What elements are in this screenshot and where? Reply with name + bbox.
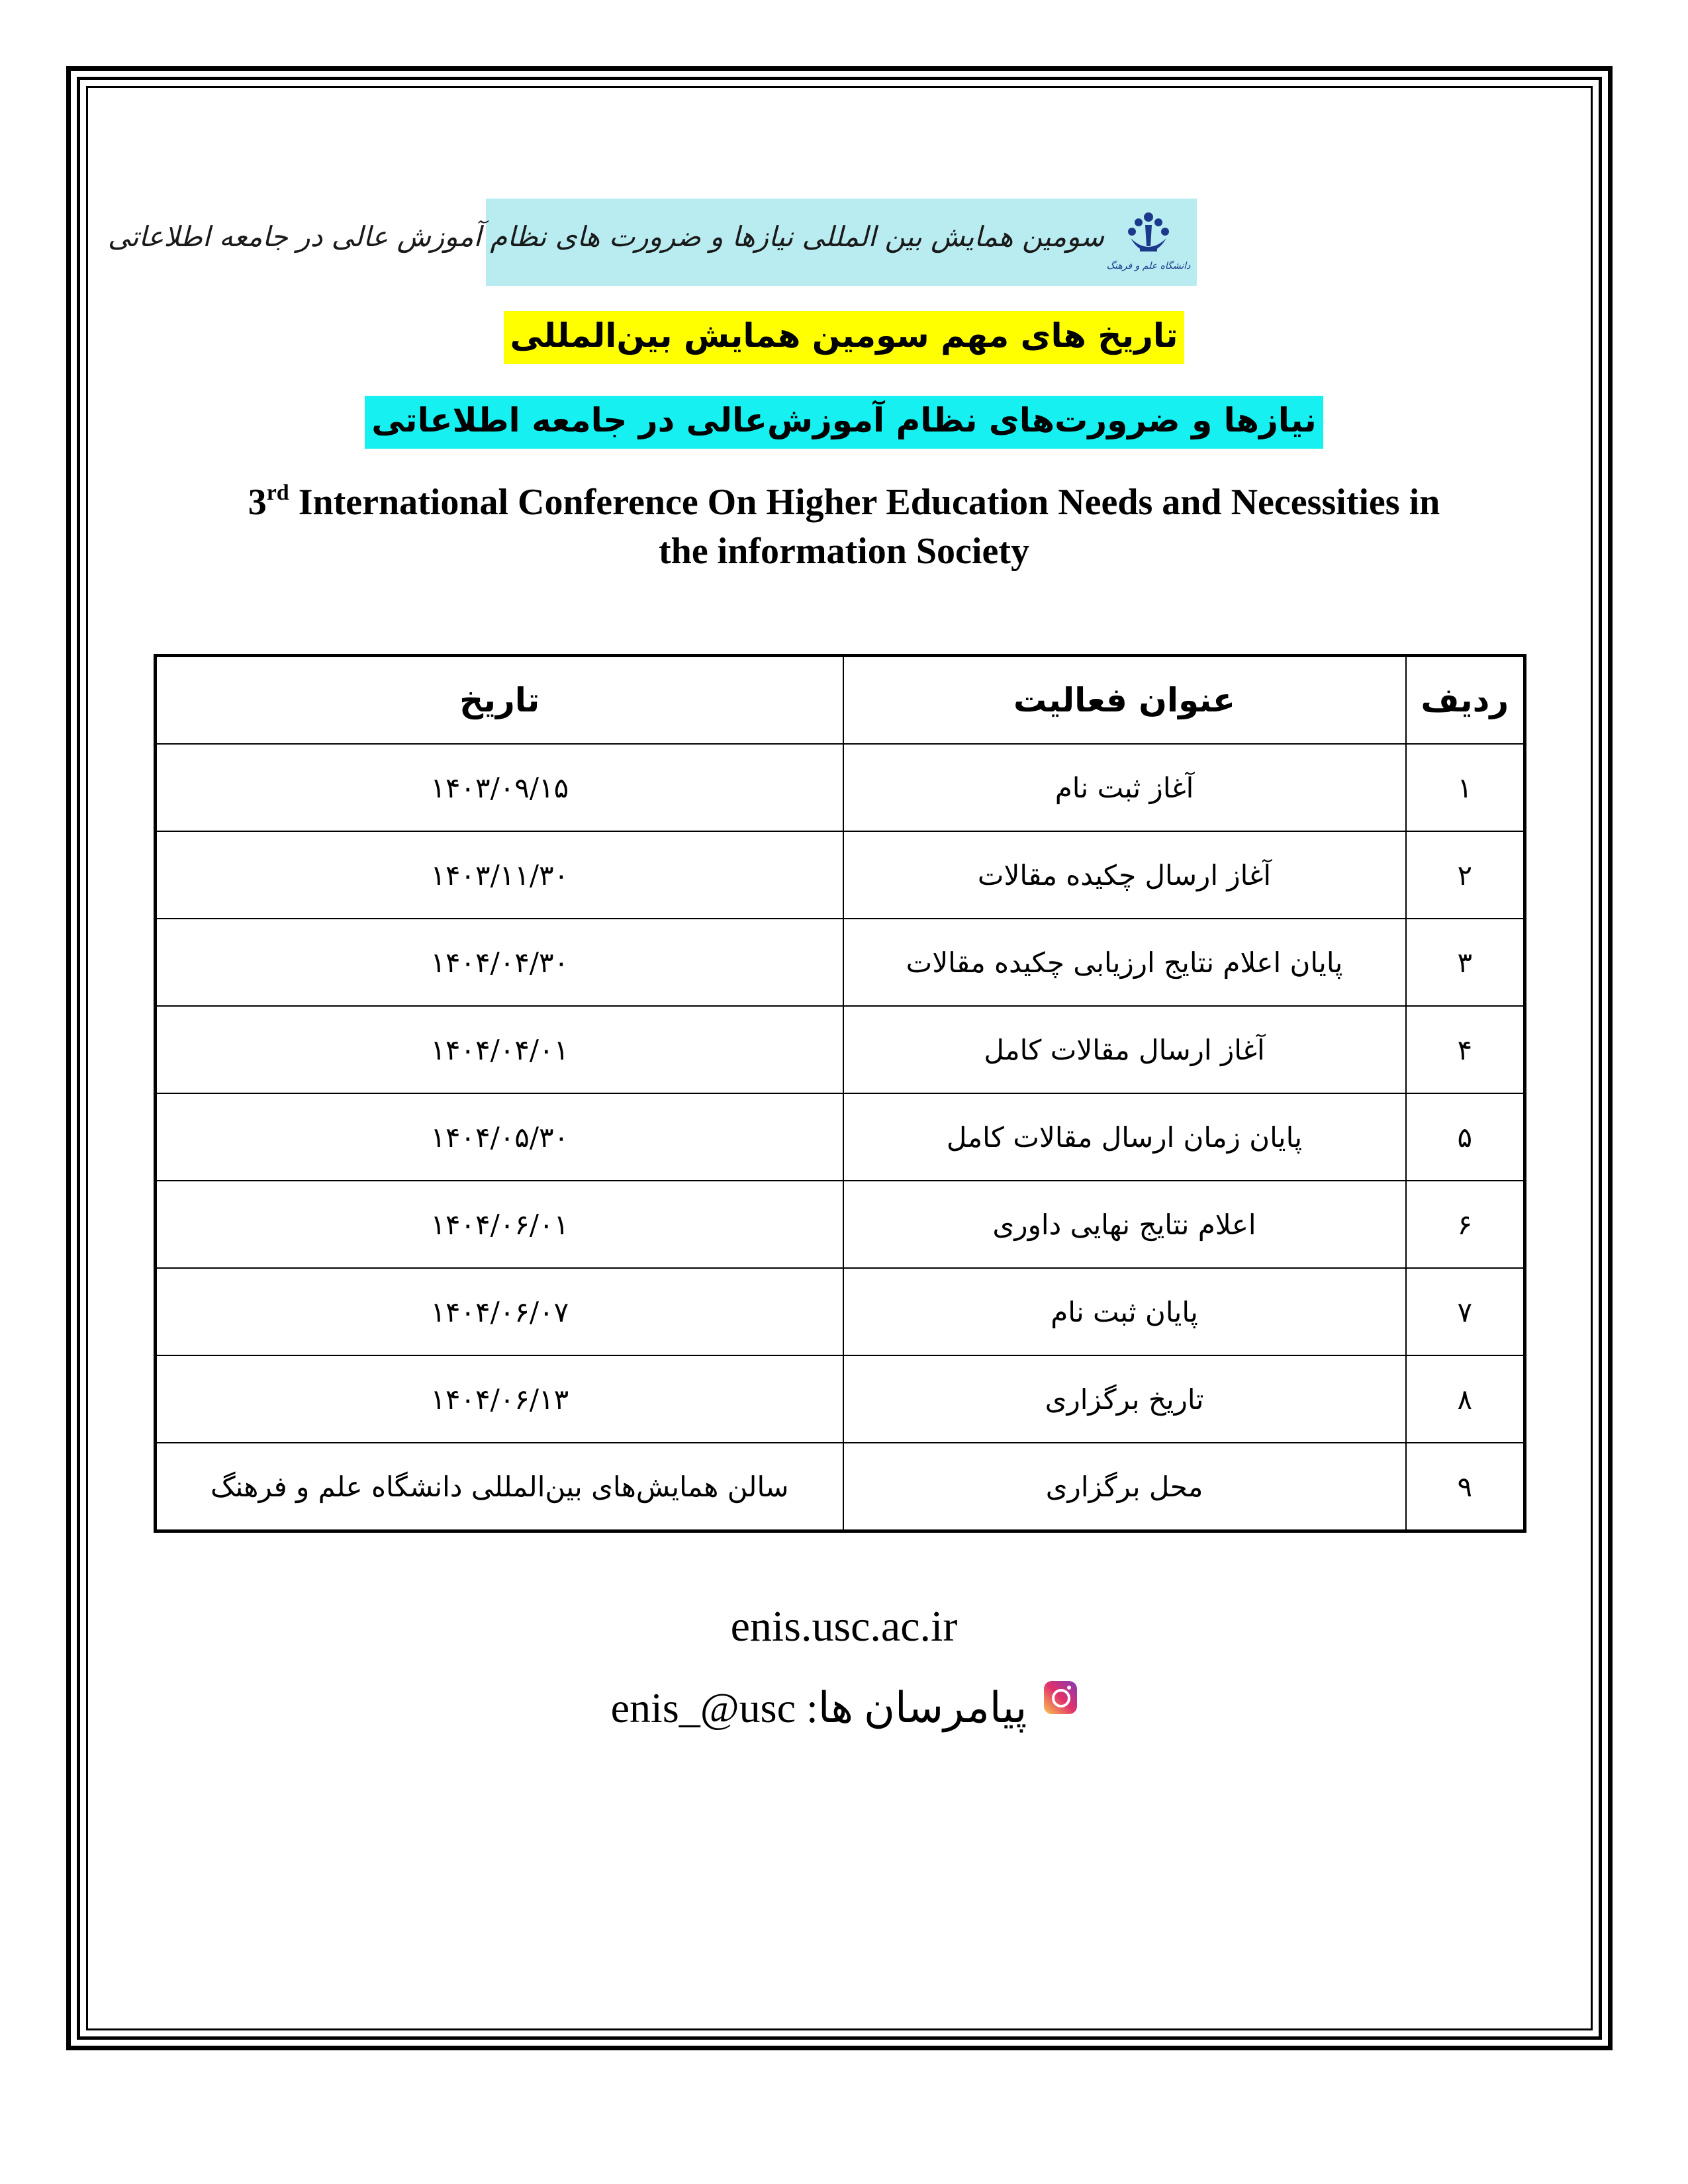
row-number: ۷ <box>1406 1268 1525 1355</box>
row-number: ۳ <box>1406 919 1525 1006</box>
table-row <box>156 1093 1525 1181</box>
title-line-1 <box>0 311 1688 364</box>
instagram-label: پیامرسان ها: <box>806 1684 1027 1731</box>
website-link[interactable]: enis.usc.ac.ir <box>730 1602 958 1651</box>
activity-cell: پایان زمان ارسال مقالات کامل <box>843 1093 1406 1181</box>
header-row-number: ردیف <box>1406 656 1525 745</box>
activity-cell: آغاز ارسال چکیده مقالات <box>843 831 1406 919</box>
row-number: ۹ <box>1406 1443 1525 1531</box>
conference-logo-banner <box>107 199 1197 286</box>
logo-caption: دانشگاه علم و فرهنگ <box>1106 261 1191 271</box>
table-row <box>156 744 1525 831</box>
date-cell: ۱۴۰۴/۰۴/۳۰ <box>156 919 843 1006</box>
english-title-line-1: International Conference On Higher Education Needs and Necessities in <box>289 482 1440 523</box>
activity-cell: پایان ثبت نام <box>843 1268 1406 1355</box>
table-row <box>156 831 1525 919</box>
activity-cell: آغاز ثبت نام <box>843 744 1406 831</box>
english-ordinal: 3 <box>248 482 267 523</box>
date-cell: سالن همایش‌های بین‌المللی دانشگاه علم و فرهنگ <box>156 1443 843 1531</box>
table-row <box>156 919 1525 1006</box>
row-number: ۱ <box>1406 744 1525 831</box>
date-cell: ۱۴۰۳/۰۹/۱۵ <box>156 744 843 831</box>
instagram-handle[interactable]: enis_@usc <box>610 1684 796 1731</box>
activity-cell: تاریخ برگزاری <box>843 1355 1406 1443</box>
university-emblem-icon <box>1106 205 1191 279</box>
table-row <box>156 1355 1525 1443</box>
important-dates-table <box>154 654 1526 1533</box>
row-number: ۲ <box>1406 831 1525 919</box>
instagram-line <box>0 1681 1688 1733</box>
date-cell: ۱۴۰۴/۰۵/۳۰ <box>156 1093 843 1181</box>
activity-cell: محل برگزاری <box>843 1443 1406 1531</box>
date-cell: ۱۴۰۳/۱۱/۳۰ <box>156 831 843 919</box>
title-line-2 <box>0 396 1688 449</box>
date-cell: ۱۴۰۴/۰۶/۱۳ <box>156 1355 843 1443</box>
date-cell: ۱۴۰۴/۰۶/۰۱ <box>156 1181 843 1268</box>
date-cell: ۱۴۰۴/۰۶/۰۷ <box>156 1268 843 1355</box>
banner-text: سومین همایش بین المللی نیازها و ضرورت های نظام آموزش عالی در جامعه اطلاعاتی <box>107 220 1104 253</box>
title-conference-name: نیازها و ضرورت‌های نظام آموزش‌عالی در جامعه اطلاعاتی <box>365 396 1323 449</box>
table-row <box>156 1181 1525 1268</box>
table-row <box>156 1443 1525 1531</box>
table-row <box>156 1006 1525 1093</box>
activity-cell: اعلام نتایج نهایی داوری <box>843 1181 1406 1268</box>
header-activity: عنوان فعالیت <box>843 656 1406 745</box>
row-number: ۴ <box>1406 1006 1525 1093</box>
row-number: ۵ <box>1406 1093 1525 1181</box>
instagram-icon <box>1044 1681 1077 1714</box>
activity-cell: پایان اعلام نتایج ارزیابی چکیده مقالات <box>843 919 1406 1006</box>
row-number: ۸ <box>1406 1355 1525 1443</box>
date-cell: ۱۴۰۴/۰۴/۰۱ <box>156 1006 843 1093</box>
english-title-line-2: the information Society <box>659 531 1029 572</box>
title-important-dates: تاریخ های مهم سومین همایش بین‌المللی <box>504 311 1185 364</box>
row-number: ۶ <box>1406 1181 1525 1268</box>
header-date: تاریخ <box>156 656 843 745</box>
table-header-row <box>156 656 1525 745</box>
english-ordinal-suffix: rd <box>266 480 289 505</box>
table-row <box>156 1268 1525 1355</box>
activity-cell: آغاز ارسال مقالات کامل <box>843 1006 1406 1093</box>
english-conference-title <box>199 478 1489 576</box>
